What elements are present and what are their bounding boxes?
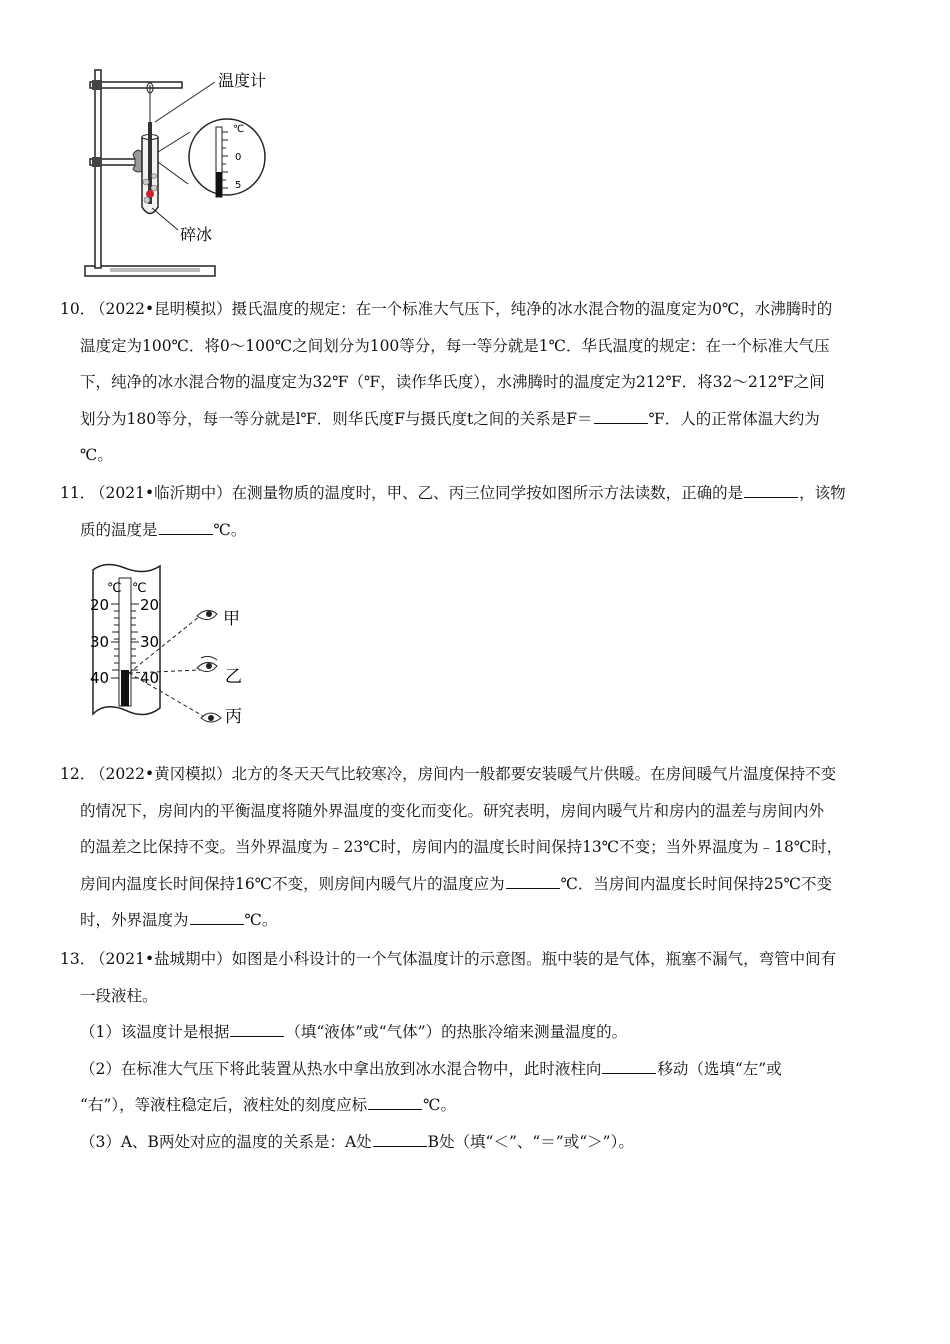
sub-question-text: （2）在标准大气压下将此装置从热水中拿出放到冰水混合物中，此时液柱向 — [80, 1059, 602, 1078]
answer-blank[interactable] — [602, 1059, 656, 1074]
thermometer-liquid — [121, 670, 129, 706]
ice-leader — [152, 208, 178, 230]
tick-label-20-right: 20 — [140, 596, 160, 614]
question-text: 房间内温度长时间保持16℃不变，则房间内暖气片的温度应为 — [80, 874, 505, 893]
answer-blank[interactable] — [368, 1095, 422, 1110]
answer-blank[interactable] — [159, 520, 213, 535]
question-text: 质的温度是 — [80, 520, 158, 539]
stand-base-shade — [110, 268, 200, 272]
stand-pole — [95, 70, 101, 268]
zoom-five-label: 5 — [235, 180, 242, 191]
question-text: ，该物 — [799, 484, 846, 502]
question-number: 10． — [60, 300, 96, 318]
ice-piece — [152, 174, 157, 179]
question-10 — [60, 291, 910, 474]
sub-question-text: （1）该温度计是根据 — [80, 1023, 230, 1041]
question-source: （2021•临沂期中） — [90, 484, 232, 502]
answer-blank[interactable] — [373, 1132, 427, 1147]
question-13 — [60, 941, 910, 1014]
sub-question-text: “右”），等液柱稳定后，液柱处的刻度应标 — [80, 1096, 368, 1114]
question-text: 一段液柱。 — [80, 986, 158, 1005]
question-source: （2022•黄冈模拟） — [90, 765, 232, 783]
zoom-mercury — [216, 172, 222, 197]
question-source: （2021•盐城期中） — [90, 950, 232, 968]
answer-blank[interactable] — [594, 409, 648, 424]
figure-thermometer-ice — [80, 62, 300, 282]
question-number: 13． — [60, 950, 96, 968]
ice-piece — [143, 179, 149, 185]
tick-label-20-left: 20 — [90, 596, 110, 614]
question-number: 11． — [60, 484, 96, 502]
question-number: 12． — [60, 765, 96, 783]
question-text: ℃。 — [244, 911, 278, 929]
upper-clamp-knob — [92, 80, 102, 90]
eye-pupil — [208, 715, 214, 721]
zoom-unit-label: ℃ — [233, 124, 245, 135]
question-text: 时，外界温度为 — [80, 911, 189, 929]
tick-label-30-right: 30 — [140, 633, 160, 651]
question-text: 如图是小科设计的一个气体温度计的示意图。瓶中装的是气体，瓶塞不漏气，弯管中间有 — [231, 950, 837, 968]
unit-label-right: ℃ — [132, 581, 147, 596]
question-text: ℃。 — [213, 520, 247, 539]
observer-bing-label: 丙 — [225, 707, 242, 727]
thermometer-label: 温度计 — [218, 71, 267, 90]
sub-question-text: 移动（选填“左”或 — [657, 1059, 782, 1078]
eye-pupil — [206, 663, 212, 669]
tick-label-40-left: 40 — [90, 669, 110, 687]
question-text: ℉．人的正常体温大约为 — [648, 409, 820, 428]
lower-clamp-knob — [92, 157, 102, 167]
question-text: 的温差之比保持不变。当外界温度为﹣23℃时，房间内的温度长时间保持13℃不变；当外界温度为﹣18℃时， — [80, 838, 843, 856]
ice-piece — [151, 185, 157, 191]
question-text: 的情况下，房间内的平衡温度将随外界温度的变化而变化。研究表明，房间内暖气片和房内的温差与房间内外 — [80, 801, 825, 820]
eyebrow — [201, 656, 217, 660]
ice-piece — [144, 197, 150, 203]
stand-upper-arm — [90, 82, 182, 88]
question-12 — [60, 756, 910, 939]
zoom-leader-top — [158, 132, 190, 152]
observer-yi-label: 乙 — [225, 667, 242, 687]
question-11 — [60, 475, 910, 548]
sub-question-text: ℃。 — [423, 1096, 456, 1114]
zoom-circle — [189, 119, 265, 195]
unit-label-left: ℃ — [107, 581, 122, 596]
question-13-parts — [80, 1014, 910, 1160]
question-text: 摄氏温度的规定：在一个标准大气压下，纯净的冰水混合物的温度定为0℃，水沸腾时的 — [231, 300, 833, 318]
eye-pupil — [206, 611, 212, 617]
answer-blank[interactable] — [230, 1022, 284, 1037]
figure-thermometer-reading — [85, 558, 255, 728]
answer-blank[interactable] — [506, 874, 560, 889]
sub-question-text: （3）A、B两处对应的温度的关系是：A处 — [80, 1132, 372, 1151]
observer-jia-label: 甲 — [223, 609, 240, 629]
answer-blank[interactable] — [744, 483, 798, 498]
tick-label-40-right: 40 — [140, 669, 160, 687]
question-source: （2022•昆明模拟） — [90, 300, 232, 318]
ice-label: 碎冰 — [180, 225, 213, 244]
question-text: 划分为180等分，每一等分就是l℉．则华氏度F与摄氏度t之间的关系是F＝ — [80, 409, 593, 428]
question-text: ℃。 — [80, 446, 113, 464]
zoom-zero-label: 0 — [235, 152, 242, 163]
sub-question-text: （填“液体”或“气体”）的热胀冷缩来测量温度的。 — [285, 1023, 628, 1041]
answer-blank[interactable] — [190, 910, 244, 925]
question-text: 温度定为100℃．将0～100℃之间划分为100等分，每一等分就是1℃．华氏温度的规定：在一个标准大气压 — [80, 336, 830, 355]
question-text: 北方的冬天天气比较寒冷，房间内一般都要安装暖气片供暖。在房间暖气片温度保持不变 — [231, 765, 837, 783]
question-text: 在测量物质的温度时，甲、乙、丙三位同学按如图所示方法读数，正确的是 — [231, 484, 744, 502]
sub-question-text: B处（填“＜”、“＝”或“＞”）。 — [427, 1132, 634, 1151]
tick-label-30-left: 30 — [90, 633, 110, 651]
question-text: ℃．当房间内温度长时间保持25℃不变 — [560, 874, 832, 893]
zoom-leader-bottom — [158, 162, 188, 184]
question-text: 下，纯净的冰水混合物的温度定为32℉（℉，读作华氏度），水沸腾时的温度定为212℉．将32～212℉之间 — [80, 373, 825, 391]
